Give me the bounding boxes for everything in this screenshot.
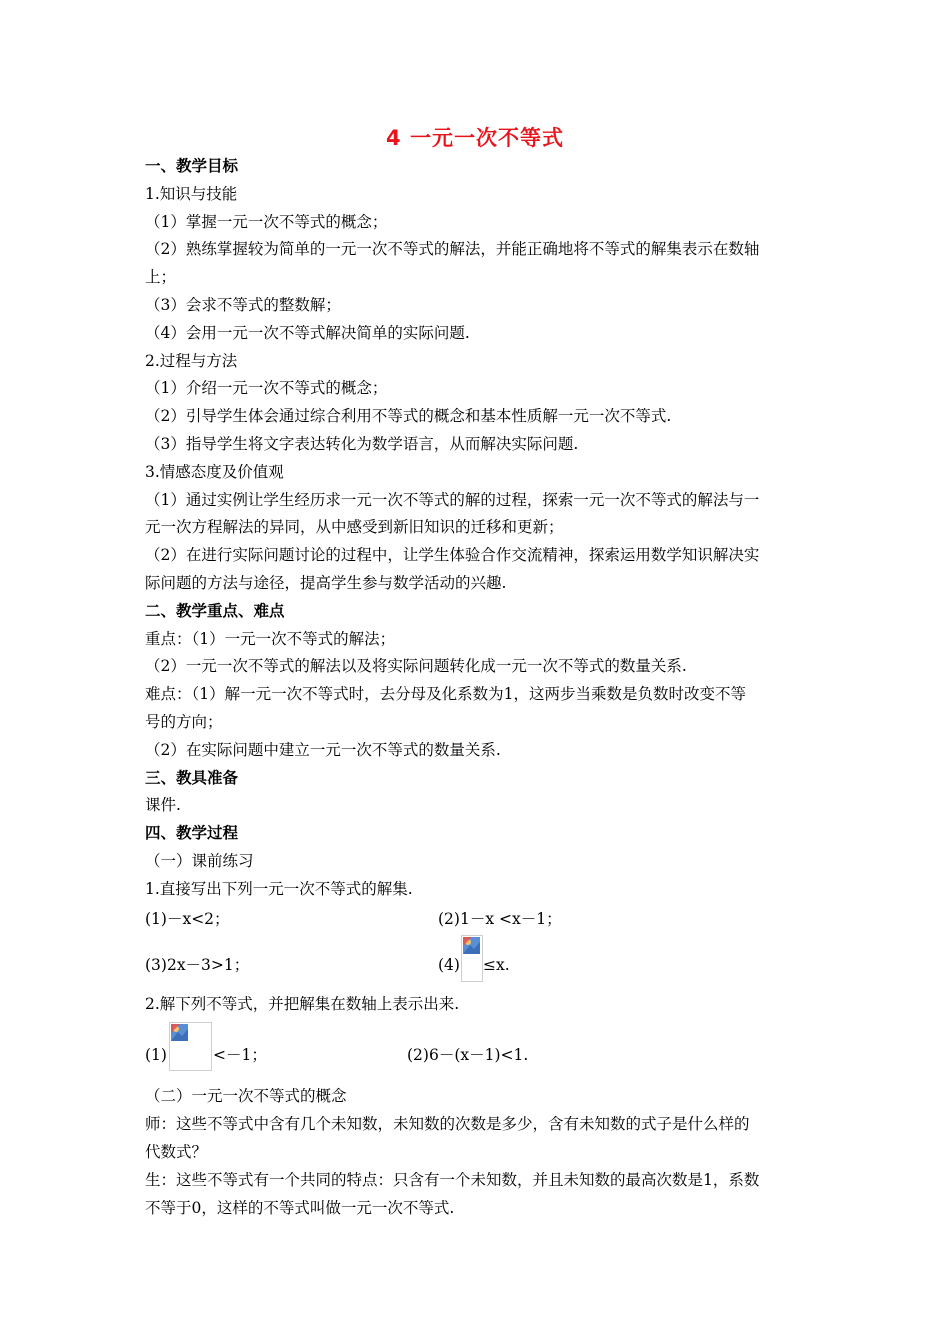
formula-image-placeholder [461,935,483,982]
paragraph: 重点：（1）一元一次不等式的解法； [145,629,396,648]
paragraph: 际问题的方法与途径，提高学生参与数学活动的兴趣. [145,573,507,592]
paragraph: （一）课前练习 [145,851,254,870]
section-heading: 一、教学目标 [145,157,239,175]
section-heading: 二、教学重点、难点 [145,601,285,620]
paragraph: 2.过程与方法 [145,351,238,370]
exercise-item: <－1； [213,1046,267,1065]
paragraph: （1）通过实例让学生经历求一元一次不等式的解的过程，探索一元一次不等式的解法与一 [145,490,760,509]
exercise-item: (3)2x－3>1； [145,955,250,974]
paragraph: 1.知识与技能 [145,184,238,203]
exercise-item: (4) [438,955,460,974]
paragraph: 难点：（1）解一元一次不等式时，去分母及化系数为1，这两步当乘数是负数时改变不等 [145,685,746,704]
exercise-item: (1)－x<2； [145,909,230,928]
paragraph: （1）介绍一元一次不等式的概念； [145,379,388,398]
paragraph: 不等于0，这样的不等式叫做一元一次不等式. [145,1198,455,1217]
paragraph: （4）会用一元一次不等式解决简单的实际问题. [145,323,470,342]
exercise-item: ≤x. [483,955,510,974]
paragraph: 课件. [145,796,181,815]
exercise-row [145,1022,810,1080]
broken-image-icon [171,1024,188,1041]
section-heading: 四、教学过程 [145,824,239,843]
paragraph: （3）指导学生将文字表达转化为数学语言，从而解决实际问题. [145,434,579,453]
paragraph: （2）一元一次不等式的解法以及将实际问题转化成一元一次不等式的数量关系. [145,657,687,676]
paragraph: （二）一元一次不等式的概念 [145,1087,347,1106]
exercise-item: (2)1－x <x－1； [438,909,562,928]
document-body [145,153,810,1222]
broken-image-icon [463,937,480,954]
exercise-row [145,935,810,989]
paragraph: 元一次方程解法的异同，从中感受到新旧知识的迁移和更新； [145,518,564,537]
exercise-row [145,904,810,935]
paragraph: （3）会求不等式的整数解； [145,295,341,314]
paragraph: 师：这些不等式中含有几个未知数，未知数的次数是多少，含有未知数的式子是什么样的 [145,1115,750,1134]
paragraph: （2）引导学生体会通过综合利用不等式的概念和基本性质解一元一次不等式. [145,407,672,426]
exercise-item: (2)6－(x－1)<1. [407,1046,529,1065]
formula-image-placeholder [169,1022,212,1071]
paragraph: 号的方向； [145,712,223,731]
paragraph: 2.解下列不等式，并把解集在数轴上表示出来. [145,994,460,1013]
paragraph: 上； [145,268,177,287]
paragraph: （2）在实际问题中建立一元一次不等式的数量关系. [145,740,501,759]
page-title: 4 一元一次不等式 [386,126,564,150]
paragraph: 3.情感态度及价值观 [145,462,284,481]
paragraph: （1）掌握一元一次不等式的概念； [145,212,388,231]
section-heading: 三、教具准备 [145,768,239,787]
paragraph: 1.直接写出下列一元一次不等式的解集. [145,879,413,898]
exercise-item: (1) [145,1046,167,1065]
paragraph: （2）熟练掌握较为简单的一元一次不等式的解法，并能正确地将不等式的解集表示在数轴 [145,240,760,259]
paragraph: 代数式？ [145,1142,208,1161]
paragraph: 生：这些不等式有一个共同的特点：只含有一个未知数，并且未知数的最高次数是1，系数 [145,1170,760,1189]
paragraph: （2）在进行实际问题讨论的过程中，让学生体验合作交流精神，探索运用数学知识解决实 [145,546,760,565]
